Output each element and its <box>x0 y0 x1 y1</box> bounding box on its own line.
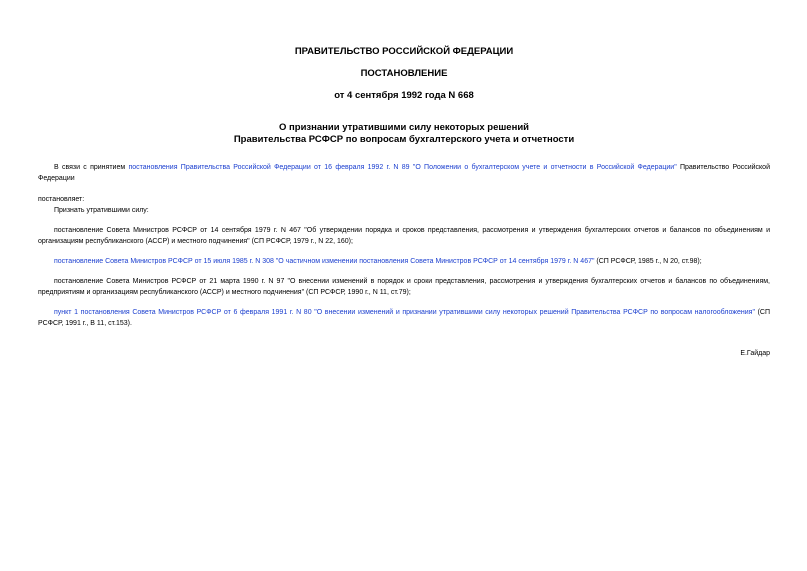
list-item <box>38 256 770 267</box>
intro-paragraph <box>38 162 770 184</box>
item-2-text: (СП РСФСР, 1985 г., N 20, ст.98); <box>594 258 702 265</box>
document-type-heading: ПОСТАНОВЛЕНИЕ <box>360 68 448 79</box>
resolution-308-link[interactable]: постановление Совета Министров РСФСР от 15 июля 1985 г. N 308 "О частичном изменении постановления Совета Министров РСФСР от 14 сентября 1979 г. N 467" <box>54 258 595 265</box>
list-item <box>38 225 770 247</box>
intro-suffix: Правительство Российской Федерации <box>38 164 770 182</box>
government-heading: ПРАВИТЕЛЬСТВО РОССИЙСКОЙ ФЕДЕРАЦИИ <box>294 46 514 57</box>
resolves-text: постановляет: <box>38 196 85 203</box>
resolution-80-link[interactable]: пункт 1 постановления Совета Министров РСФСР от 6 февраля 1991 г. N 80 "О внесении изменений и признании утратившими силу некоторых решений Правительства РСФСР по вопросам налогообложения" <box>54 309 755 316</box>
list-item <box>38 276 770 298</box>
document-page <box>38 0 770 571</box>
item-1-text: постановление Совета Министров РСФСР от 14 сентября 1979 г. N 467 "Об утверждении порядка и сроков представления, рассмотрения и утверждения бухгалтерских отчетов и балансов по объединениям и организациям республиканского (АССР) и местного подчинения" (СП РСФСР, 1979 г., N 22, 160); <box>38 227 770 245</box>
intro-prefix: В связи с принятием <box>54 164 129 171</box>
document-title-line-1: О признании утратившими силу некоторых решений <box>279 122 529 133</box>
item-3-text: постановление Совета Министров РСФСР от 21 марта 1990 г. N 97 "О внесении изменений в порядок и сроки представления, рассмотрения и утверждения бухгалтерских отчетов и балансов по объединениям, предприятиям и организациям республиканского (АССР) и местного подчинения" (СП РСФСР, 1990 г., N 11, ст.79); <box>38 278 770 296</box>
list-item <box>38 307 770 329</box>
declare-text: Признать утратившими силу: <box>54 207 149 214</box>
document-date-number: от 4 сентября 1992 года N 668 <box>334 90 474 101</box>
document-title-line-2: Правительства РСФСР по вопросам бухгалтерского учета и отчетности <box>233 134 575 145</box>
signature: Е.Гайдар <box>740 350 770 357</box>
resolution-89-link[interactable]: постановления Правительства Российской Федерации от 16 февраля 1992 г. N 89 "О Положении о бухгалтерском учете и отчетности в Российской Федерации" <box>128 164 677 171</box>
item-4-text: (СП РСФСР, 1991 г., В 11, ст.153). <box>38 309 770 327</box>
